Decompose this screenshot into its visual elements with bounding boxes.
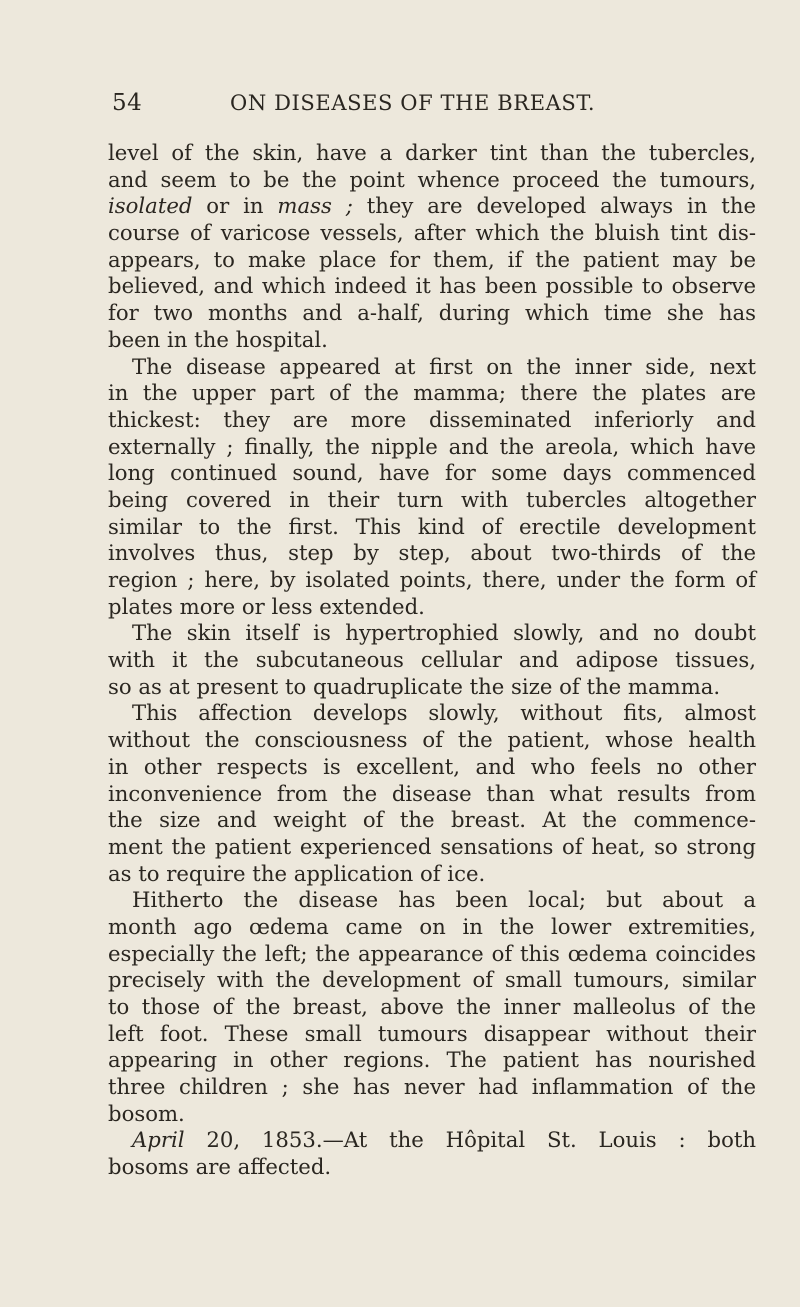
italic-text: isolated: [108, 193, 193, 219]
italic-text: mass ;: [277, 193, 353, 219]
page-number: 54: [112, 90, 143, 116]
text-line: believed, and which indeed it has been possible to observe: [108, 273, 756, 299]
text-line: The skin itself is hypertrophied slowly, and no doubt: [132, 620, 756, 646]
text-line: inconvenience from the disease than what results from: [108, 780, 756, 806]
text-line: the size and weight of the breast. At the commence-: [108, 807, 756, 833]
text-line: so as at present to quadruplicate the size of the mamma.: [108, 673, 721, 699]
text-line: in the upper part of the mamma; there the plates are: [108, 380, 756, 406]
text-line: appearing in other regions. The patient has nourished: [108, 1047, 756, 1073]
text-line: externally ; finally, the nipple and the areola, which have: [108, 433, 756, 459]
text-line: level of the skin, have a darker tint than the tubercles,: [108, 140, 756, 165]
text-segment: 20, 1853.—At the Hôpital St. Louis : both: [184, 1127, 756, 1153]
text-line: similar to the first. This kind of erectile development: [108, 513, 756, 539]
italic-text: April: [132, 1127, 185, 1153]
text-line: for two months and a-half, during which time she has: [108, 300, 756, 326]
text-line: three children ; she has never had inflammation of the: [108, 1074, 756, 1100]
text-line: thickest: they are more disseminated inferiorly and: [108, 406, 756, 432]
text-line: as to require the application of ice.: [108, 860, 486, 886]
running-title: ON DISEASES OF THE BREAST.: [230, 91, 596, 115]
text-line: being covered in their turn with tubercles altogether: [108, 486, 756, 512]
text-line: This affection develops slowly, without fits, almost: [132, 700, 756, 726]
text-line: region ; here, by isolated points, there, under the form of: [108, 567, 756, 592]
text-line: bosom.: [108, 1100, 185, 1126]
text-line: and seem to be the point whence proceed the tumours,: [108, 166, 756, 192]
running-head: [112, 88, 752, 118]
text-line: especially the left; the appearance of this œdema coincides: [108, 940, 756, 966]
text-line: bosoms are affected.: [108, 1154, 332, 1180]
body-text: [108, 140, 756, 1181]
text-line: appears, to make place for them, if the patient may be: [108, 246, 756, 272]
text-line: with it the subcutaneous cellular and adipose tissues,: [108, 647, 756, 673]
text-line: been in the hospital.: [108, 326, 328, 352]
text-line: precisely with the development of small tumours, similar: [108, 967, 756, 993]
text-line: [108, 1127, 756, 1154]
text-line: in other respects is excellent, and who feels no other: [108, 753, 756, 779]
text-line: plates more or less extended.: [108, 593, 425, 619]
text-segment: or in: [192, 193, 278, 219]
text-line: Hitherto the disease has been local; but about a: [132, 887, 756, 913]
text-line: ment the patient experienced sensations of heat, so strong: [108, 833, 756, 859]
text-line: without the consciousness of the patient, whose health: [108, 727, 756, 753]
text-line: course of varicose vessels, after which the bluish tint dis-: [108, 220, 756, 246]
text-line: month ago œdema came on in the lower extremities,: [108, 913, 756, 939]
text-line: involves thus, step by step, about two-thirds of the: [108, 540, 756, 566]
text-line: The disease appeared at first on the inner side, next: [132, 353, 756, 379]
text-line: long continued sound, have for some days commenced: [108, 460, 756, 486]
text-line: to those of the breast, above the inner malleolus of the: [108, 994, 756, 1019]
text-segment: they are developed always in the: [352, 193, 757, 219]
text-line: [108, 193, 756, 220]
text-line: left foot. These small tumours disappear without their: [108, 1020, 756, 1046]
